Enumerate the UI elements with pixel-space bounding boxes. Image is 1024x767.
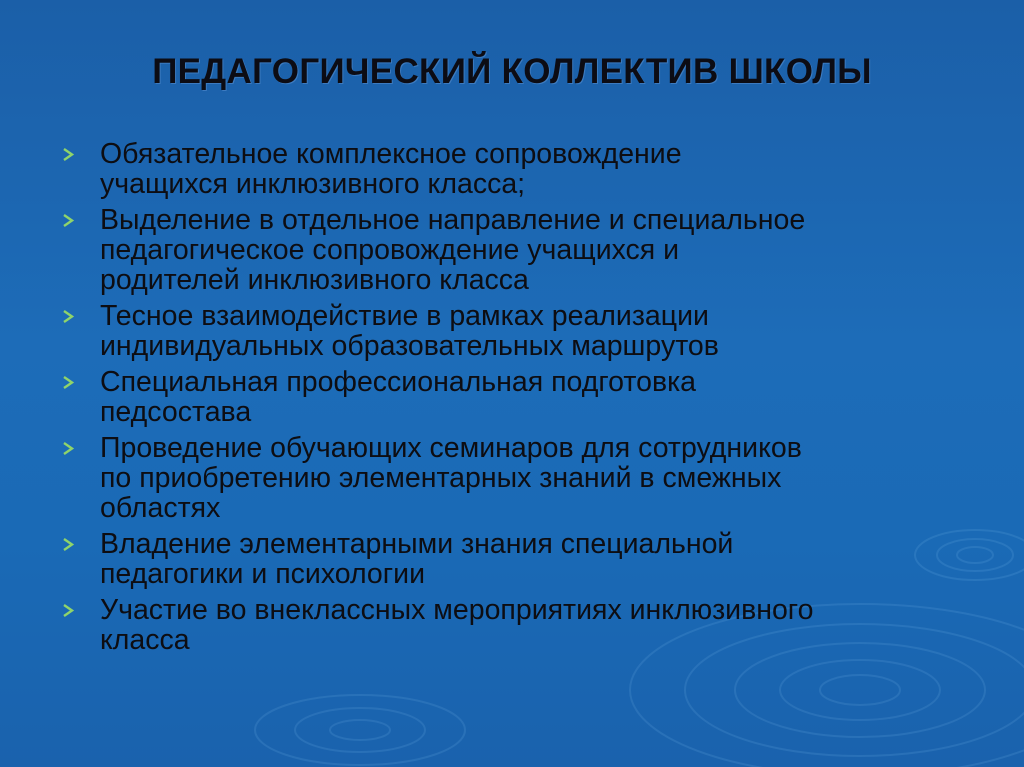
chevron-arrow-icon xyxy=(62,148,75,161)
bullet-text-line: индивидуальных образовательных маршрутов xyxy=(100,330,719,362)
bullet-item xyxy=(60,367,980,427)
chevron-arrow-icon xyxy=(62,604,75,617)
chevron-arrow-icon xyxy=(62,214,75,227)
bullet-item xyxy=(60,595,980,655)
bullet-text-line: класса xyxy=(100,624,190,656)
bullet-text-line: Проведение обучающих семинаров для сотрудников xyxy=(100,432,802,464)
bullet-text-line: Выделение в отдельное направление и специальное xyxy=(100,204,806,236)
bullet-text-line: по приобретению элементарных знаний в смежных xyxy=(100,462,782,494)
bullet-item xyxy=(60,205,980,295)
bullet-item xyxy=(60,301,980,361)
bullet-text-line: педсостава xyxy=(100,396,252,428)
slide-title: ПЕДАГОГИЧЕСКИЙ КОЛЛЕКТИВ ШКОЛЫ xyxy=(152,52,872,91)
bullet-text-line: Специальная профессиональная подготовка xyxy=(100,366,697,398)
bullet-item xyxy=(60,433,980,523)
bullet-text-line: Участие во внеклассных мероприятиях инклюзивного xyxy=(100,594,814,626)
bullet-text-line: родителей инклюзивного класса xyxy=(100,264,529,296)
bullet-text-line: педагогическое сопровождение учащихся и xyxy=(100,234,680,266)
chevron-arrow-icon xyxy=(62,442,75,455)
bullet-item xyxy=(60,529,980,589)
bullet-text-line: педагогики и психологии xyxy=(100,558,426,590)
bullet-text-line: учащихся инклюзивного класса; xyxy=(100,168,526,200)
bullet-text-line: областях xyxy=(100,492,221,524)
bullet-list xyxy=(60,139,980,661)
bullet-text-line: Тесное взаимодействие в рамках реализации xyxy=(100,300,709,332)
chevron-arrow-icon xyxy=(62,538,75,551)
bullet-item xyxy=(60,139,980,199)
bullet-text-line: Обязательное комплексное сопровождение xyxy=(100,138,682,170)
chevron-arrow-icon xyxy=(62,310,75,323)
bullet-text-line: Владение элементарными знания специальной xyxy=(100,528,734,560)
chevron-arrow-icon xyxy=(62,376,75,389)
